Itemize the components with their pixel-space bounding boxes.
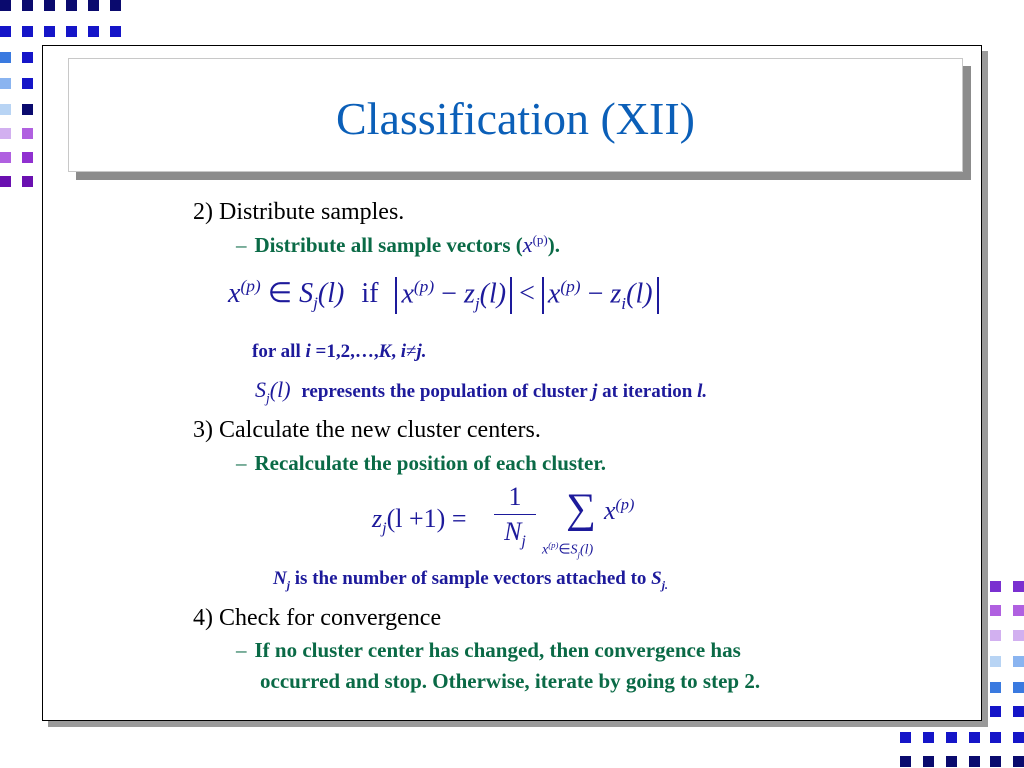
dash: – xyxy=(236,638,247,662)
pop-j-sub: j xyxy=(266,390,270,406)
dash: – xyxy=(236,451,247,475)
n-sj: j. xyxy=(661,578,668,592)
forall-K: K xyxy=(378,341,392,362)
step-4-label: 4) Check for convergence xyxy=(193,605,442,631)
eq1-x2: x xyxy=(401,278,414,309)
step-4-sub-line1: If no cluster center has changed, then convergence has xyxy=(254,638,741,662)
eq1-in: ∈ xyxy=(267,278,293,309)
p-sup: (p) xyxy=(532,232,548,247)
eq2-Nj: j xyxy=(521,533,526,551)
pop-S: S xyxy=(255,377,266,402)
forall-comma: , xyxy=(391,341,401,362)
pop-lvar: l. xyxy=(697,381,708,402)
n-j: j xyxy=(286,578,291,592)
sum-icon: ∑ xyxy=(566,486,596,532)
eq2-p: (p) xyxy=(615,496,635,514)
eq1-zl2: (l) xyxy=(626,278,653,309)
eq2-lhs: (l +1) = xyxy=(386,504,467,533)
eq2-subj: j xyxy=(577,549,580,560)
eq1-minus2: − xyxy=(587,278,604,309)
step-4-sub-line2: occurred and stop. Otherwise, iterate by going to step 2. xyxy=(260,669,761,693)
forall-i: i xyxy=(305,341,311,362)
eq2-numerator: 1 xyxy=(508,482,522,511)
step-3-sub-text: Recalculate the position of each cluster. xyxy=(254,451,607,475)
eq1-x3: x xyxy=(547,278,561,309)
pop-text: represents the population of cluster xyxy=(301,381,593,402)
eq2-subS: S xyxy=(570,542,578,558)
step-2-sub-end: ). xyxy=(547,233,560,257)
pop-l: (l) xyxy=(269,377,291,402)
eq1-zi: i xyxy=(621,293,627,313)
forall-prefix: for all xyxy=(252,341,306,362)
step-3-sub xyxy=(236,451,606,476)
eq2-z: z xyxy=(372,504,383,533)
eq1-norm-left xyxy=(395,277,512,314)
eq2-x: x xyxy=(604,496,616,525)
step-3-label: 3) Calculate the new cluster centers. xyxy=(193,417,541,443)
n-S: S xyxy=(651,568,662,589)
eq1-z: z xyxy=(463,278,475,309)
n-N: N xyxy=(273,568,287,589)
eq1-if: if xyxy=(361,278,379,309)
eq1-x: x xyxy=(228,278,241,309)
eq2-subp: (p) xyxy=(548,540,559,550)
forall-i2: i xyxy=(400,341,407,362)
eq1-p2: (p) xyxy=(413,276,435,296)
title-bar xyxy=(68,58,963,172)
eq2-j: j xyxy=(382,520,387,538)
population-note xyxy=(255,377,707,406)
eq1-zj: j xyxy=(474,293,480,313)
eq1-lt: < xyxy=(519,278,535,309)
forall-mid: =1,2,…, xyxy=(310,341,379,362)
forall-neq: ≠ xyxy=(406,341,417,362)
forall-note xyxy=(252,341,427,363)
n-text: is the number of sample vectors attached to xyxy=(290,568,652,589)
eq1-norm-right xyxy=(542,277,659,314)
eq1-j: j xyxy=(313,293,318,313)
eq1-z2: z xyxy=(610,278,622,309)
distribution-equation xyxy=(228,276,659,314)
step-4-sub xyxy=(236,638,741,663)
update-equation xyxy=(372,482,672,562)
eq1-p: (p) xyxy=(240,276,261,296)
step-2-sub-text: Distribute all sample vectors ( xyxy=(254,233,523,257)
eq1-S: S xyxy=(299,278,314,309)
eq1-p3: (p) xyxy=(560,276,581,296)
forall-j: j. xyxy=(416,341,427,362)
eq2-N: N xyxy=(504,517,522,546)
step-2-sub xyxy=(236,232,560,258)
eq2-subin: ∈ xyxy=(558,542,571,558)
eq1-l: (l) xyxy=(317,278,345,309)
pop-mid: at iteration xyxy=(597,381,698,402)
pop-j: j xyxy=(592,381,598,402)
step-2-label: 2) Distribute samples. xyxy=(193,199,405,225)
dash: – xyxy=(236,233,247,257)
eq1-minus: − xyxy=(441,278,457,309)
eq1-zl: (l) xyxy=(479,278,507,309)
nj-note xyxy=(273,568,668,593)
x-var: x xyxy=(522,232,533,257)
eq2-subl: (l) xyxy=(579,542,594,558)
slide-title: Classification (XII) xyxy=(336,93,695,144)
eq2-subx: x xyxy=(542,542,549,558)
